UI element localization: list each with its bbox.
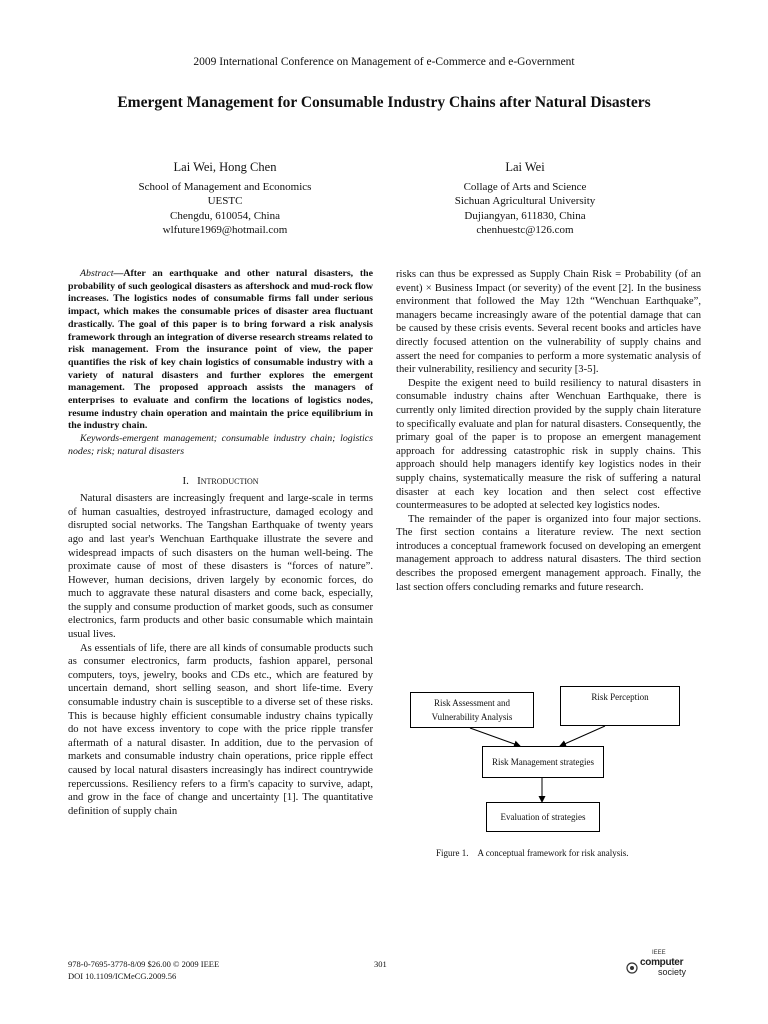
abstract-label: Abstract xyxy=(80,268,114,279)
box-risk-management: Risk Management strategies xyxy=(482,746,604,778)
footer-doi: DOI 10.1109/ICMeCG.2009.56 xyxy=(68,971,177,981)
left-column xyxy=(68,268,373,818)
author-org: Sichuan Agricultural University xyxy=(454,195,596,207)
box-risk-assessment: Risk Assessment and Vulnerability Analysis xyxy=(410,692,534,728)
paragraph: risks can thus be expressed as Supply Chain Risk = Probability (of an event) × Business Impact (or severity) of the event [2]. In the business environment that followed the May 12th “Wenchuan Earthquake”, managers became increasingly aware of the potential damage that can be caused by these crisis events. Several recent books and articles have directly focused attention on the vulnerability of supply chains and assert the need for companies to perform a more systematic analysis of their vulnerability, resiliency and security [3-5]. xyxy=(396,269,701,376)
box-risk-perception: Risk Perception xyxy=(560,686,680,726)
abstract xyxy=(68,268,373,433)
section-title: Introduction xyxy=(197,474,259,487)
footer-left xyxy=(68,958,219,982)
paragraph: Despite the exigent need to build resiliency to natural disasters in consumable industry chains after Wenchuan Earthquake, there is currently only limited direction provided by the supply chain literature to specifically evaluate and plan for natural disasters. Consequently, the primary goal of the paper is to propose an emergent management approach for addressing catastrophic risk in supply chains. This approach should help managers identify key logistics nodes in their supply chains, systematically measure the risk of suffering a natural disaster at each key location and then select cost effective countermeasures to be adopted at selected key logistics nodes. xyxy=(396,377,701,512)
logo-computer: computer xyxy=(640,957,684,968)
abstract-text: —After an earthquake and other natural disasters, the probability of such geological disasters as aftershock and mud-rock flow increases. The logistics nodes of consumable firms fall under serious impact, which makes the consumable prices of disaster area fluctuant drastically. The goal of this paper is to bring forward a risk analysis framework through an integration of diverse research streams related to risk management. From the insurance point of view, the paper quantifies the risk of key chain logistics of consumable industry with a variety of natural disasters and further explores the emergent management. The proposed approach assists the managers of enterprises to evaluate and confirm the locations of logistics nodes, resume industry chain operation and maintain the price equilibrium in the industry chain. xyxy=(68,268,373,432)
logo-society: society xyxy=(658,967,687,977)
conference-header: 2009 International Conference on Management of e-Commerce and e-Government xyxy=(193,56,575,68)
author-city: Dujiangyan, 611830, China xyxy=(464,209,586,222)
figure-caption-text: A conceptual framework for risk analysis. xyxy=(477,848,629,858)
paragraph: The remainder of the paper is organized into four major sections. The first section contains a literature review. The next section introduces a conceptual framework focused on developing an emergent management approach to address natural disasters. The third section describes the proposed emergent management approach. Finally, the last section offers concluding remarks and future research. xyxy=(396,513,701,593)
section-heading xyxy=(68,475,373,489)
section-number: I. xyxy=(182,474,189,487)
author-affiliation: School of Management and Economics xyxy=(138,180,312,193)
figure-caption-label: Figure 1. xyxy=(436,848,469,858)
ieee-computer-society-logo xyxy=(626,950,706,982)
author-org: UESTC xyxy=(207,195,243,207)
keywords: Keywords-emergent management; consumable industry chain; logistics nodes; risk; natural disasters xyxy=(68,433,373,457)
paragraph: As essentials of life, there are all kinds of consumable products such as consumer electronics, farm products, fashion apparel, personal computers, toys, jewelry, books and CDs etc., which are featured by uncertain demand, short selling season, and short life-time. Every consumable industry chain is susceptible to a diverse set of these risks. This is because highly efficient consumable industry chains typically do not have excess inventory to cope with the price ripple transfer aftermath of a natural disaster. In addition, due to the pervasion of markets and consumable industry chain operations, price ripple effect caused by local natural disasters increasingly has indirect countrywide repercussions. Resiliency refers to a firm's capacity to survive, adapt, and grow in the face of change and uncertainty [1]. The quantitative definition of supply chain xyxy=(68,642,373,817)
logo-ieee: IEEE xyxy=(652,950,666,956)
figure-caption xyxy=(436,848,628,858)
page-number: 301 xyxy=(374,959,387,969)
author-name: Lai Wei, Hong Chen xyxy=(173,160,277,174)
author-email[interactable]: chenhuestc@126.com xyxy=(476,224,574,236)
author-email[interactable]: wlfuture1969@hotmail.com xyxy=(162,224,288,236)
author-block-1 xyxy=(80,160,370,238)
author-affiliation: Collage of Arts and Science xyxy=(463,180,587,193)
footer-isbn: 978-0-7695-3778-8/09 $26.00 © 2009 IEEE xyxy=(68,959,220,969)
author-city: Chengdu, 610054, China xyxy=(170,209,280,222)
arrow-perception-to-management xyxy=(560,726,605,746)
gear-icon xyxy=(626,962,638,974)
author-block-2 xyxy=(380,160,670,238)
box-evaluation: Evaluation of strategies xyxy=(486,802,600,832)
right-column xyxy=(396,268,701,594)
paper-title: Emergent Management for Consumable Industry Chains after Natural Disasters xyxy=(117,94,651,111)
figure-1 xyxy=(400,686,700,836)
author-name: Lai Wei xyxy=(505,160,545,174)
paragraph: Natural disasters are increasingly frequent and large-scale in terms of human casualties, destroyed infrastructure, damaged ecology and disrupted social networks. The Tangshan Earthquake of twenty years ago and last year's Wenchuan Earthquake illustrate the severe and widespread impacts of such disasters on the human well-being. The proximate cause of most of these disasters is “forces of nature”. However, human decisions, driven largely by economic forces, do much to aggravate these natural disasters and come back, especially, the supply and consume production of market goods, such as consumer electronics, farm products and other basic consumable which maintain usual lives. xyxy=(68,493,373,641)
arrow-assessment-to-management xyxy=(470,728,520,746)
